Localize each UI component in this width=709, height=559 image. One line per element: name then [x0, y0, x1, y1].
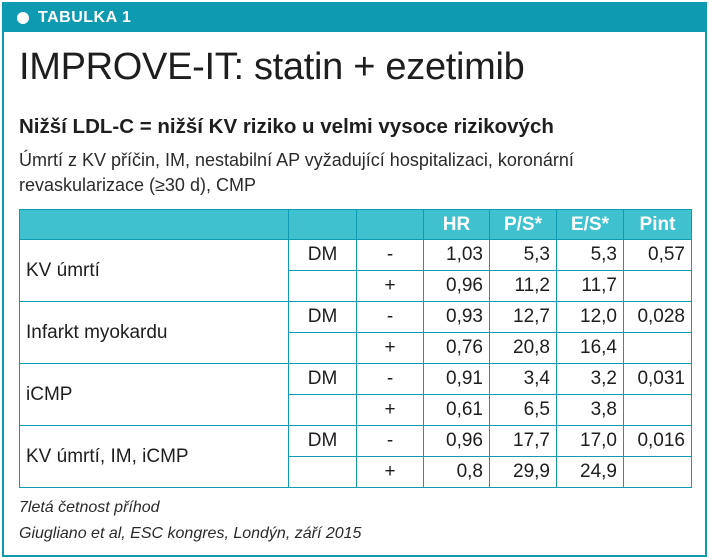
subgroup-cell: DM [289, 426, 357, 457]
footnote-source: Giugliano et al, ESC kongres, Londýn, září 2015 [19, 525, 362, 542]
es-cell: 11,7 [557, 271, 624, 302]
sign-cell: + [357, 271, 424, 302]
table-row [20, 240, 692, 271]
footnote-frequency: 7letá četnost příhod [19, 499, 160, 516]
table-row [20, 364, 692, 395]
subtitle: Nižší LDL-C = nižší KV riziko u velmi vysoce rizikových [19, 115, 554, 138]
es-cell: 3,2 [557, 364, 624, 395]
sign-cell: + [357, 457, 424, 488]
column-header [20, 210, 289, 240]
sign-cell: - [357, 426, 424, 457]
ps-cell: 12,7 [490, 302, 557, 333]
column-header-es: E/S* [557, 210, 624, 240]
ps-cell: 5,3 [490, 240, 557, 271]
table-header-row [20, 210, 692, 240]
empty-cell [624, 333, 692, 364]
hr-cell: 1,03 [424, 240, 490, 271]
ps-cell: 20,8 [490, 333, 557, 364]
table-row [20, 302, 692, 333]
data-table [19, 209, 692, 488]
pint-cell: 0,016 [624, 426, 692, 457]
pint-cell: 0,028 [624, 302, 692, 333]
hr-cell: 0,91 [424, 364, 490, 395]
column-header-ps: P/S* [490, 210, 557, 240]
pint-cell: 0,57 [624, 240, 692, 271]
table-row [20, 426, 692, 457]
table-panel [2, 2, 707, 557]
empty-cell [289, 457, 357, 488]
sign-cell: - [357, 364, 424, 395]
description: Úmrtí z KV příčin, IM, nestabilní AP vyžadující hospitalizaci, koronární revaskularizace (≥30 d), CMP [19, 150, 574, 195]
subgroup-cell: DM [289, 240, 357, 271]
es-cell: 5,3 [557, 240, 624, 271]
page-title: IMPROVE-IT: statin + ezetimib [19, 46, 525, 88]
bullet-icon [17, 12, 29, 24]
endpoint-name: Infarkt myokardu [20, 302, 289, 364]
ps-cell: 3,4 [490, 364, 557, 395]
header-bar [4, 4, 705, 32]
column-header [357, 210, 424, 240]
ps-cell: 6,5 [490, 395, 557, 426]
es-cell: 3,8 [557, 395, 624, 426]
header-label: TABULKA 1 [38, 9, 132, 26]
empty-cell [289, 395, 357, 426]
endpoint-name: KV úmrtí, IM, iCMP [20, 426, 289, 488]
empty-cell [289, 333, 357, 364]
column-header-pint: Pint [624, 210, 692, 240]
sign-cell: + [357, 395, 424, 426]
es-cell: 16,4 [557, 333, 624, 364]
hr-cell: 0,76 [424, 333, 490, 364]
es-cell: 17,0 [557, 426, 624, 457]
hr-cell: 0,96 [424, 271, 490, 302]
ps-cell: 29,9 [490, 457, 557, 488]
column-header-hr: HR [424, 210, 490, 240]
es-cell: 12,0 [557, 302, 624, 333]
empty-cell [624, 271, 692, 302]
empty-cell [624, 395, 692, 426]
es-cell: 24,9 [557, 457, 624, 488]
pint-cell: 0,031 [624, 364, 692, 395]
ps-cell: 17,7 [490, 426, 557, 457]
hr-cell: 0,96 [424, 426, 490, 457]
sign-cell: - [357, 302, 424, 333]
hr-cell: 0,61 [424, 395, 490, 426]
endpoint-name: KV úmrtí [20, 240, 289, 302]
empty-cell [624, 457, 692, 488]
ps-cell: 11,2 [490, 271, 557, 302]
hr-cell: 0,8 [424, 457, 490, 488]
sign-cell: - [357, 240, 424, 271]
hr-cell: 0,93 [424, 302, 490, 333]
empty-cell [289, 271, 357, 302]
subgroup-cell: DM [289, 302, 357, 333]
endpoint-name: iCMP [20, 364, 289, 426]
sign-cell: + [357, 333, 424, 364]
column-header [289, 210, 357, 240]
subgroup-cell: DM [289, 364, 357, 395]
